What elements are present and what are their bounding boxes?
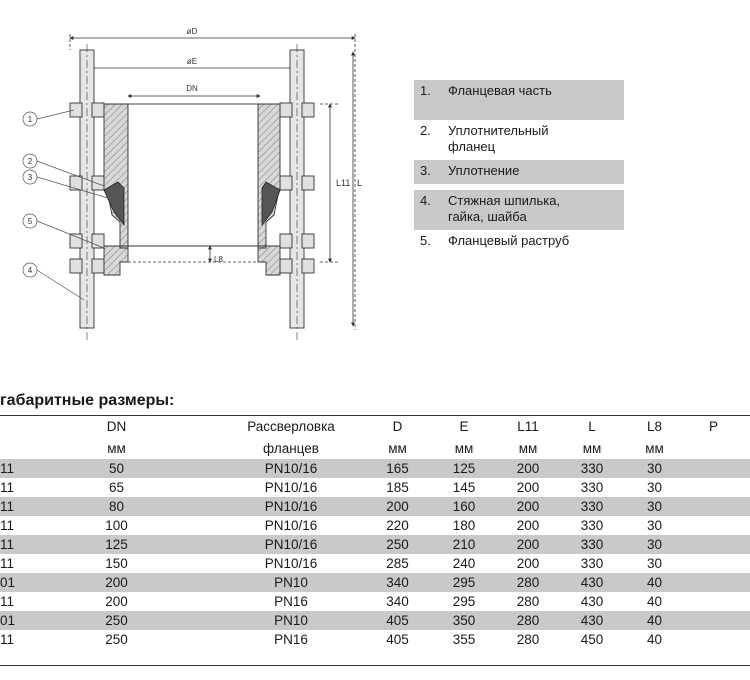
- table-row: [0, 459, 750, 478]
- table-cell: 200: [516, 556, 540, 571]
- table-cell: 40: [646, 632, 663, 647]
- legend-number: 5.: [420, 233, 431, 248]
- dimension-L-label: L: [357, 178, 363, 188]
- dimension-L11-label: L11: [336, 178, 351, 188]
- callout-1: 1: [27, 115, 33, 124]
- table-cell: [677, 478, 750, 497]
- table-cell: 165: [371, 459, 424, 478]
- table-cell: [677, 535, 750, 554]
- table-cell: [677, 630, 750, 649]
- table-cell: 330: [552, 497, 632, 516]
- table-cell: 100: [105, 518, 128, 533]
- table-cell: 30: [632, 497, 677, 516]
- table-cell: 200: [516, 518, 540, 533]
- table-cell: 330: [580, 480, 604, 495]
- table-cell: 01: [0, 573, 22, 592]
- table-cell: 30: [646, 480, 663, 495]
- table-row: [0, 573, 750, 592]
- table-cell: 330: [580, 556, 604, 571]
- table-cell: PN10/16: [211, 497, 371, 516]
- table-cell: 405: [386, 632, 409, 647]
- table-cell: 405: [371, 611, 424, 630]
- table-cell: 450: [580, 632, 604, 647]
- callout-2: 2: [27, 157, 33, 166]
- table-cell: мм: [107, 440, 126, 456]
- callout-4: 4: [27, 266, 33, 275]
- table-cell: 40: [632, 573, 677, 592]
- table-cell: 350: [424, 611, 504, 630]
- dimension-L8-label: L8: [214, 255, 223, 264]
- dimension-oE-label: øE: [186, 57, 198, 66]
- table-row: [0, 554, 750, 573]
- table-cell: P: [708, 418, 718, 434]
- table-cell: 220: [386, 518, 409, 533]
- callout-3: 3: [27, 173, 33, 182]
- legend-number: 1.: [420, 83, 431, 98]
- table-cell: 11: [0, 594, 15, 609]
- table-cell: PN10/16: [264, 518, 318, 533]
- table-cell: мм: [388, 440, 407, 456]
- table-cell: 210: [424, 535, 504, 554]
- table-cell: PN10: [211, 611, 371, 630]
- table-cell: 200: [516, 480, 540, 495]
- table-row: [0, 516, 750, 535]
- table-cell: 200: [504, 497, 552, 516]
- table-cell: PN10/16: [211, 459, 371, 478]
- legend-text: Уплотнительный фланец: [448, 123, 549, 154]
- table-cell: 240: [452, 556, 476, 571]
- table-cell: мм: [454, 440, 474, 456]
- table-cell: 250: [105, 632, 128, 647]
- table-cell: 430: [580, 594, 604, 609]
- dimension-DN-label: DN: [186, 84, 198, 93]
- dimensions-table: [0, 415, 750, 649]
- table-cell: 355: [452, 632, 476, 647]
- table-cell: 340: [386, 594, 409, 609]
- legend-number: 3.: [420, 163, 431, 178]
- legend-number: 4.: [420, 193, 431, 208]
- legend-item: [414, 160, 624, 184]
- table-cell: 50: [22, 459, 211, 478]
- legend-item: [414, 190, 624, 230]
- table-cell: PN10/16: [264, 556, 318, 571]
- table-cell: 11: [0, 535, 22, 554]
- table-cell: 125: [424, 459, 504, 478]
- table-cell: 330: [580, 518, 604, 533]
- legend-text: Стяжная шпилька, гайка, шайба: [448, 193, 561, 224]
- dimension-oD-label: øD: [186, 27, 198, 36]
- table-cell: L: [588, 418, 596, 434]
- table-cell: PN16: [274, 632, 308, 647]
- callout-5: 5: [27, 217, 33, 226]
- table-cell: [0, 415, 22, 437]
- table-cell: 330: [552, 535, 632, 554]
- table-cell: 11: [0, 480, 15, 495]
- table-cell: мм: [645, 440, 664, 456]
- legend-item: [414, 230, 624, 254]
- table-cell: фланцев: [263, 440, 319, 456]
- table-bottom-rule: [0, 665, 750, 666]
- parts-legend: [414, 80, 624, 254]
- table-cell: 11: [0, 556, 15, 571]
- table-cell: 40: [646, 594, 663, 609]
- table-cell: PN16: [274, 594, 308, 609]
- table-cell: мм: [582, 440, 602, 456]
- table-cell: 250: [371, 535, 424, 554]
- table-cell: 280: [504, 611, 552, 630]
- table-cell: L8: [646, 418, 663, 434]
- table-row: [0, 497, 750, 516]
- table-cell: PN10/16: [264, 480, 318, 495]
- table-cell: 430: [552, 573, 632, 592]
- table-cell: 11: [0, 497, 22, 516]
- table-cell: E: [459, 418, 469, 434]
- table-cell: 11: [0, 518, 15, 533]
- legend-text: Фланцевая часть: [448, 83, 552, 98]
- flange-adapter-drawing: [0, 0, 400, 360]
- table-cell: [677, 592, 750, 611]
- table-cell: [0, 437, 22, 459]
- table-cell: 80: [22, 497, 211, 516]
- legend-item: [414, 120, 624, 160]
- table-cell: DN: [106, 418, 127, 434]
- table-cell: 150: [105, 556, 128, 571]
- table-cell: 280: [504, 573, 552, 592]
- table-cell: 295: [424, 573, 504, 592]
- table-cell: 285: [386, 556, 409, 571]
- table-cell: 200: [105, 594, 128, 609]
- table-units-row: [0, 437, 750, 459]
- table-row: [0, 535, 750, 554]
- table-cell: [677, 459, 750, 478]
- legend-text: Фланцевый раструб: [448, 233, 570, 248]
- table-cell: 330: [552, 459, 632, 478]
- table-cell: 280: [516, 594, 540, 609]
- table-cell: 200: [371, 497, 424, 516]
- table-cell: 280: [516, 632, 540, 647]
- table-cell: 65: [108, 480, 125, 495]
- table-cell: 30: [646, 556, 663, 571]
- table-cell: 200: [504, 459, 552, 478]
- table-cell: 250: [22, 611, 211, 630]
- table-cell: 11: [0, 632, 15, 647]
- dimension-L8: [128, 246, 258, 262]
- seal-right: [262, 182, 280, 225]
- table-cell: [677, 497, 750, 516]
- table-cell: 185: [386, 480, 409, 495]
- table-cell: мм: [518, 440, 538, 456]
- legend-item: [414, 80, 624, 120]
- table-cell: 295: [452, 594, 476, 609]
- table-cell: 430: [552, 611, 632, 630]
- section-title: габаритные размеры:: [0, 392, 175, 409]
- table-cell: PN10: [211, 573, 371, 592]
- legend-number: 2.: [420, 123, 431, 138]
- legend-text: Уплотнение: [448, 163, 520, 178]
- table-cell: [677, 573, 750, 592]
- table-cell: [677, 437, 750, 459]
- table-cell: 01: [0, 611, 22, 630]
- table-cell: PN10/16: [211, 535, 371, 554]
- table-cell: 340: [371, 573, 424, 592]
- table-cell: Рассверловка: [247, 418, 335, 434]
- table-header-row: [0, 415, 750, 437]
- table-row: [0, 592, 750, 611]
- table-row: [0, 611, 750, 630]
- table-cell: 125: [22, 535, 211, 554]
- table-cell: 200: [22, 573, 211, 592]
- pipe-bore: [128, 104, 258, 246]
- table-cell: 145: [452, 480, 476, 495]
- table-cell: [677, 611, 750, 630]
- table-row: [0, 630, 750, 649]
- table-cell: L11: [517, 418, 539, 434]
- table-cell: D: [392, 418, 403, 434]
- table-cell: 40: [632, 611, 677, 630]
- table-cell: 180: [452, 518, 476, 533]
- table-cell: 30: [646, 518, 663, 533]
- table-cell: 200: [504, 535, 552, 554]
- table-cell: [677, 516, 750, 535]
- table-cell: 30: [632, 459, 677, 478]
- table-cell: 30: [632, 535, 677, 554]
- table-row: [0, 478, 750, 497]
- table-cell: 160: [424, 497, 504, 516]
- table-cell: 11: [0, 459, 22, 478]
- table-cell: [677, 554, 750, 573]
- seal-left: [104, 182, 124, 225]
